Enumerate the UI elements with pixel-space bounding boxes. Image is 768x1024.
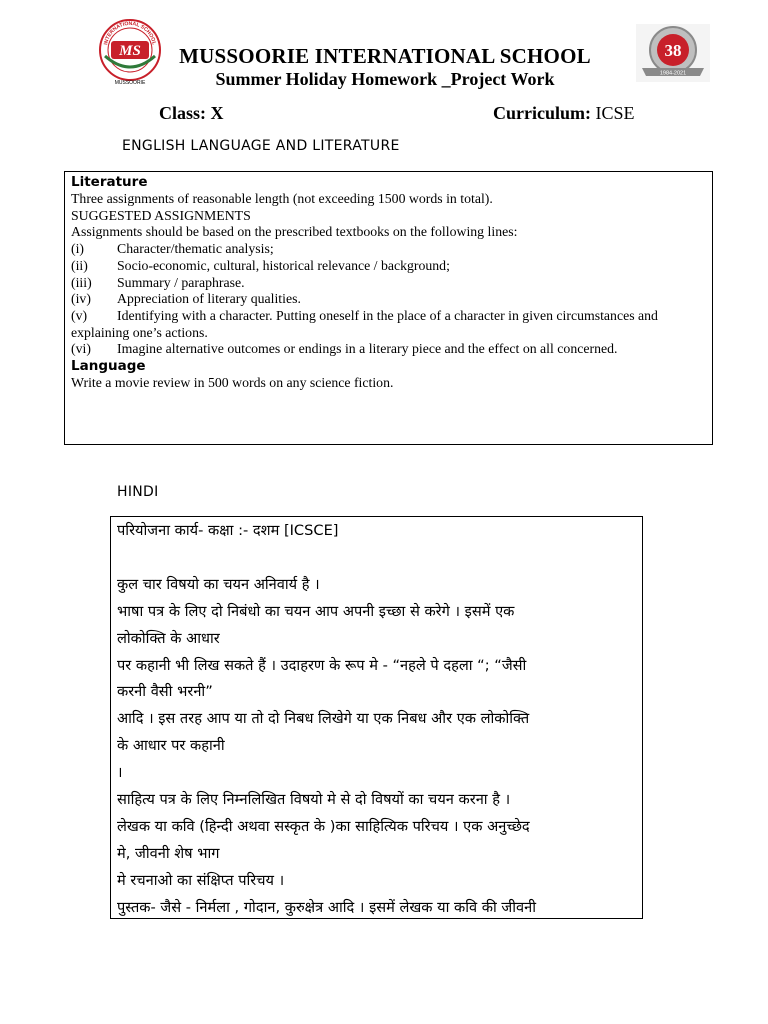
hindi-line: करनी वैसी भरनी” [117,683,213,701]
based-on-text: Assignments should be based on the prescribed textbooks on the following lines: [71,224,518,240]
list-item: (iii) Summary / paraphrase. [71,274,245,290]
hindi-line: भाषा पत्र के लिए दो निबंधो का चयन आप अपनी इच्छा से करेगे । इसमें एक [117,602,515,620]
english-heading: ENGLISH LANGUAGE AND LITERATURE [122,138,400,154]
language-task: Write a movie review in 500 words on any science fiction. [71,375,394,391]
hindi-heading: HINDI [117,484,159,500]
hindi-line [117,545,636,572]
list-item: (i) Character/thematic analysis; [71,241,274,257]
hindi-line: लेखक या कवि (हिन्दी अथवा सस्कृत के )का साहित्यिक परिचय । एक अनुच्छेद [117,817,530,835]
list-item: (v) Identifying with a character. Putting oneself in the place of a character in given circumstances and explaining one’s actions. [71,307,658,340]
list-item: (iv) Appreciation of literary qualities. [71,291,301,307]
school-name: MUSSOORIE INTERNATIONAL SCHOOL [179,44,591,68]
hindi-assignment-box [110,516,643,919]
hindi-line: । [117,764,123,782]
hindi-line: पर कहानी भी लिख सकते हैं । उदाहरण के रूप मे - “नहले पे दहला “; “जैसी [117,656,527,674]
hindi-line: मे, जीवनी शेष भाग [117,844,220,862]
suggested-heading: SUGGESTED ASSIGNMENTS [71,207,251,223]
list-item: (vi) Imagine alternative outcomes or endings in a literary piece and the effect on all concerned. [71,341,618,357]
hindi-line: पुस्तक- जैसे - निर्मला , गोदान, कुरुक्षेत्र आदि । इसमें लेखक या कवि की जीवनी [117,898,537,916]
curriculum-info [493,103,635,124]
class-label: Class: [159,103,207,123]
curriculum-label: Curriculum: [493,103,591,123]
hindi-line: के आधार पर कहानी [117,737,225,755]
badge-years: 1984-2021 [659,70,687,77]
hindi-line: मे रचनाओ का संक्षिप्त परिचय । [117,871,285,889]
logo-ring-text: INTERNATIONAL SCHOOL [103,20,157,46]
class-value: X [210,103,224,123]
hindi-line: लोकोक्ति के आधार [117,629,220,647]
hindi-line: आदि । इस तरह आप या तो दो निबध लिखेगे या एक निबध और एक लोकोक्ति [117,710,530,728]
english-assignment-box [64,171,713,445]
literature-intro: Three assignments of reasonable length (not exceeding 1500 words in total). [71,191,493,206]
anniversary-badge [636,24,710,82]
badge-number: 38 [664,41,682,60]
logo-monogram: MS [119,43,141,59]
logo-location-text: MUSSOORIE [114,80,146,86]
literature-title: Literature [71,174,148,190]
curriculum-value: ICSE [595,103,635,123]
language-title: Language [71,358,146,375]
class-info [159,103,224,124]
hindi-line: साहित्य पत्र के लिए निम्नलिखित विषयो मे से दो विषयों का चयन करना है । [117,791,511,809]
list-item: (ii) Socio-economic, cultural, historical relevance / background; [71,257,450,273]
document-subtitle: Summer Holiday Homework _Project Work [215,69,555,89]
hindi-line: परियोजना कार्य- कक्षा :- दशम [ICSCE] [117,522,339,539]
hindi-line: कुल चार विषयो का चयन अनिवार्य है । [117,575,320,593]
